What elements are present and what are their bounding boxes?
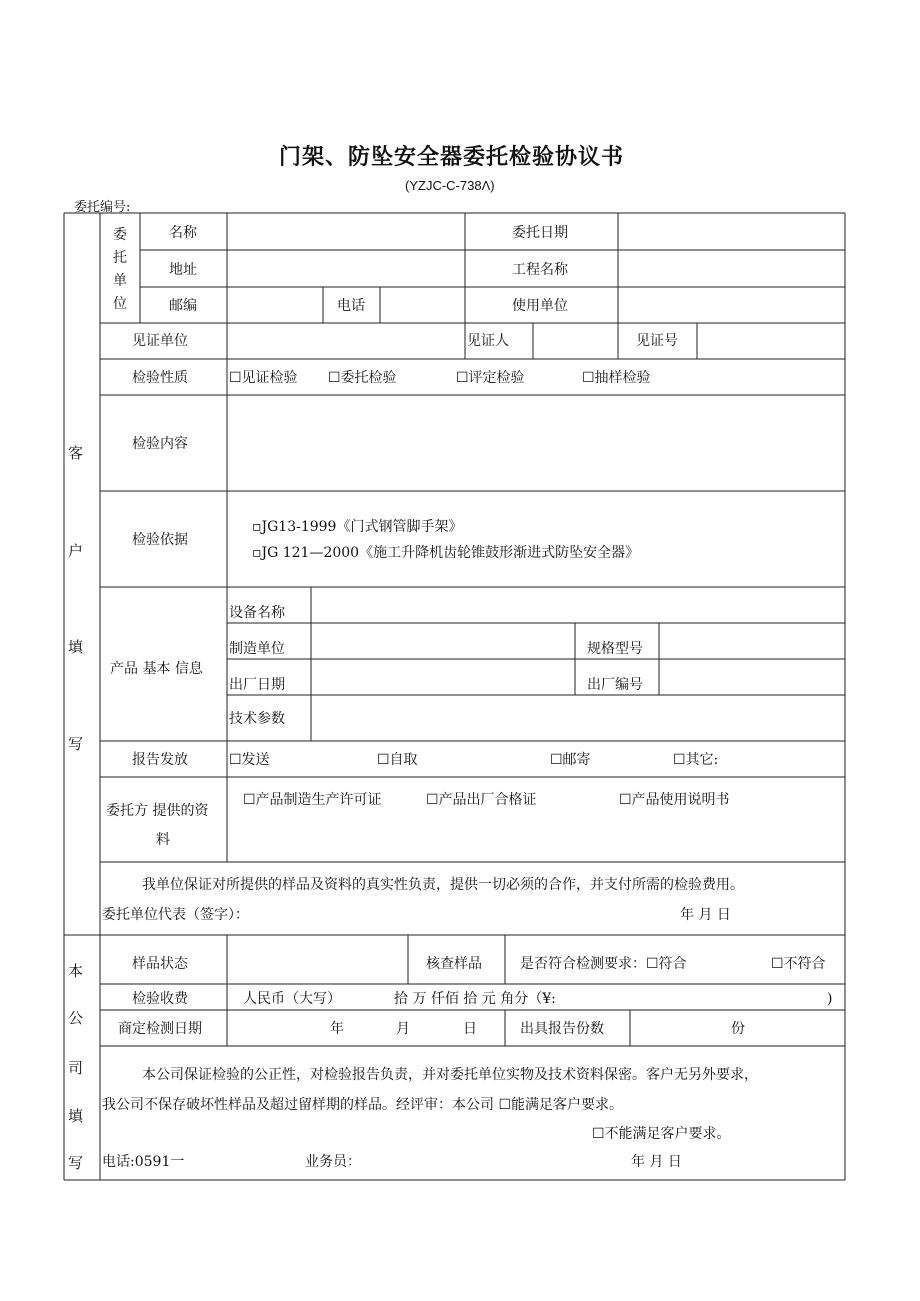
sample-not-meets-option[interactable]: ☐不符合 <box>771 956 826 972</box>
docs-option-license[interactable]: ☐产品制造生产许可证 <box>243 792 382 808</box>
entrust-unit-2: 托 <box>113 250 127 266</box>
report-label: 报告发放 <box>132 752 188 768</box>
product-label: 产品 基本 信息 <box>110 661 203 677</box>
company-statement-2: 我公司不保存破坏性样品及超过留样期的样品。经评审：本公司 ☐能满足客户要求。 <box>102 1097 623 1113</box>
basis-option-jg13[interactable]: ▫JG13-1999《门式钢管脚手架》 <box>252 519 463 535</box>
phone-field[interactable] <box>382 289 463 321</box>
content-label: 检验内容 <box>132 436 188 452</box>
pledge-text: 我单位保证对所提供的样品及资料的真实性负责，提供一切必须的合作，并支付所需的检验费用。 <box>142 877 744 893</box>
witness-unit-label: 见证单位 <box>132 333 188 349</box>
params-label: 技术参数 <box>229 711 285 727</box>
maker-label: 制造单位 <box>229 641 285 657</box>
model-label: 规格型号 <box>587 641 643 657</box>
company-statement-1: 本公司保证检验的公正性，对检验报告负责，并对委托单位实物及技术资料保密。客户无另外要求， <box>142 1067 758 1083</box>
device-name-field[interactable] <box>313 589 842 621</box>
address-label: 地址 <box>169 262 197 278</box>
nature-label: 检验性质 <box>132 370 188 386</box>
sample-status-label: 样品状态 <box>132 956 188 972</box>
test-date-year: 年 <box>330 1021 344 1037</box>
docs-option-manual[interactable]: ☐产品使用说明书 <box>619 792 730 808</box>
report-copies-unit: 份 <box>731 1021 745 1037</box>
phone-label: 电话 <box>337 298 365 314</box>
project-label: 工程名称 <box>512 262 568 278</box>
side-label-customer-1: 客 <box>68 444 84 462</box>
basis-label: 检验依据 <box>132 532 188 548</box>
factory-date-label: 出厂日期 <box>229 677 285 693</box>
side-label-customer-4: 写 <box>68 735 84 753</box>
side-label-company-5: 写 <box>68 1154 84 1172</box>
nature-option-entrust[interactable]: ☐委托检验 <box>328 370 397 386</box>
company-cannot-option[interactable]: ☐不能满足客户要求。 <box>592 1126 731 1142</box>
factory-date-field[interactable] <box>313 661 573 693</box>
witness-no-label: 见证号 <box>636 333 678 349</box>
fee-units: 拾 万 仟佰 拾 元 角分（¥: <box>394 991 556 1007</box>
content-field[interactable] <box>229 397 842 489</box>
entrust-unit-1: 委 <box>113 227 127 243</box>
serial-field[interactable] <box>661 661 842 693</box>
report-option-other[interactable]: ☐其它: <box>673 752 719 768</box>
report-option-mail[interactable]: ☐邮寄 <box>550 752 591 768</box>
pledge-date: 年 月 日 <box>680 907 731 923</box>
side-label-company-3: 司 <box>68 1059 84 1077</box>
report-option-pickup[interactable]: ☐自取 <box>377 752 418 768</box>
witness-unit-field[interactable] <box>229 325 463 357</box>
basis-option-jg121[interactable]: ▫JG 121—2000《施工升降机齿轮锥鼓形渐进式防坠安全器》 <box>252 545 640 561</box>
nature-option-witness[interactable]: ☐见证检验 <box>229 370 298 386</box>
sample-meets-option[interactable]: 是否符合检测要求：☐符合 <box>520 956 687 972</box>
check-sample-label: 核查样品 <box>426 956 482 972</box>
entrust-date-label: 委托日期 <box>512 225 568 241</box>
test-date-label: 商定检测日期 <box>118 1021 202 1037</box>
report-copies-label: 出具报告份数 <box>520 1021 604 1037</box>
form-code: (YZJC-C-738Λ) <box>405 178 495 193</box>
docs-label-2: 料 <box>156 832 170 848</box>
fee-close: ) <box>827 991 833 1007</box>
postcode-label: 邮编 <box>169 298 197 314</box>
side-label-customer-3: 填 <box>68 638 84 656</box>
test-date-day: 日 <box>463 1021 477 1037</box>
params-field[interactable] <box>313 697 842 739</box>
model-field[interactable] <box>661 625 842 657</box>
company-phone: 电话:0591一 <box>102 1154 185 1170</box>
postcode-field[interactable] <box>229 289 321 321</box>
docs-option-certificate[interactable]: ☐产品出厂合格证 <box>426 792 537 808</box>
entrust-unit-3: 单 <box>113 273 127 289</box>
address-field[interactable] <box>229 252 463 285</box>
witness-no-field[interactable] <box>699 325 842 357</box>
staff-label: 业务员： <box>305 1154 361 1170</box>
nature-option-sample[interactable]: ☐抽样检验 <box>582 370 651 386</box>
test-date-month: 月 <box>396 1021 410 1037</box>
device-name-label: 设备名称 <box>229 605 285 621</box>
sample-status-field[interactable] <box>229 937 406 982</box>
witness-person-field[interactable] <box>535 325 616 357</box>
name-field[interactable] <box>229 216 463 248</box>
fee-rmb-label: 人民币（大写） <box>243 991 341 1007</box>
docs-label-1: 委托方 提供的资 <box>106 803 209 819</box>
rep-signature-label: 委托单位代表（签字）： <box>102 907 249 923</box>
serial-label: 出厂编号 <box>587 677 643 693</box>
entrust-no-label: 委托编号: <box>74 200 131 215</box>
maker-field[interactable] <box>313 625 573 657</box>
side-label-company-1: 本 <box>68 962 84 980</box>
side-label-customer-2: 户 <box>68 542 84 560</box>
report-option-send[interactable]: ☐发送 <box>229 752 270 768</box>
fee-label: 检验收费 <box>132 991 188 1007</box>
nature-option-evaluate[interactable]: ☐评定检验 <box>456 370 525 386</box>
project-field[interactable] <box>620 252 842 285</box>
side-label-company-2: 公 <box>68 1009 84 1027</box>
entrust-unit-4: 位 <box>113 296 127 312</box>
user-unit-label: 使用单位 <box>512 298 568 314</box>
page-title: 门架、防坠安全器委托检验协议书 <box>279 145 625 170</box>
witness-person-label: 见证人 <box>467 333 509 349</box>
company-date: 年 月 日 <box>631 1154 682 1170</box>
entrust-date-field[interactable] <box>620 216 842 248</box>
user-unit-field[interactable] <box>620 289 842 321</box>
name-label: 名称 <box>169 225 197 241</box>
side-label-company-4: 填 <box>68 1107 84 1125</box>
